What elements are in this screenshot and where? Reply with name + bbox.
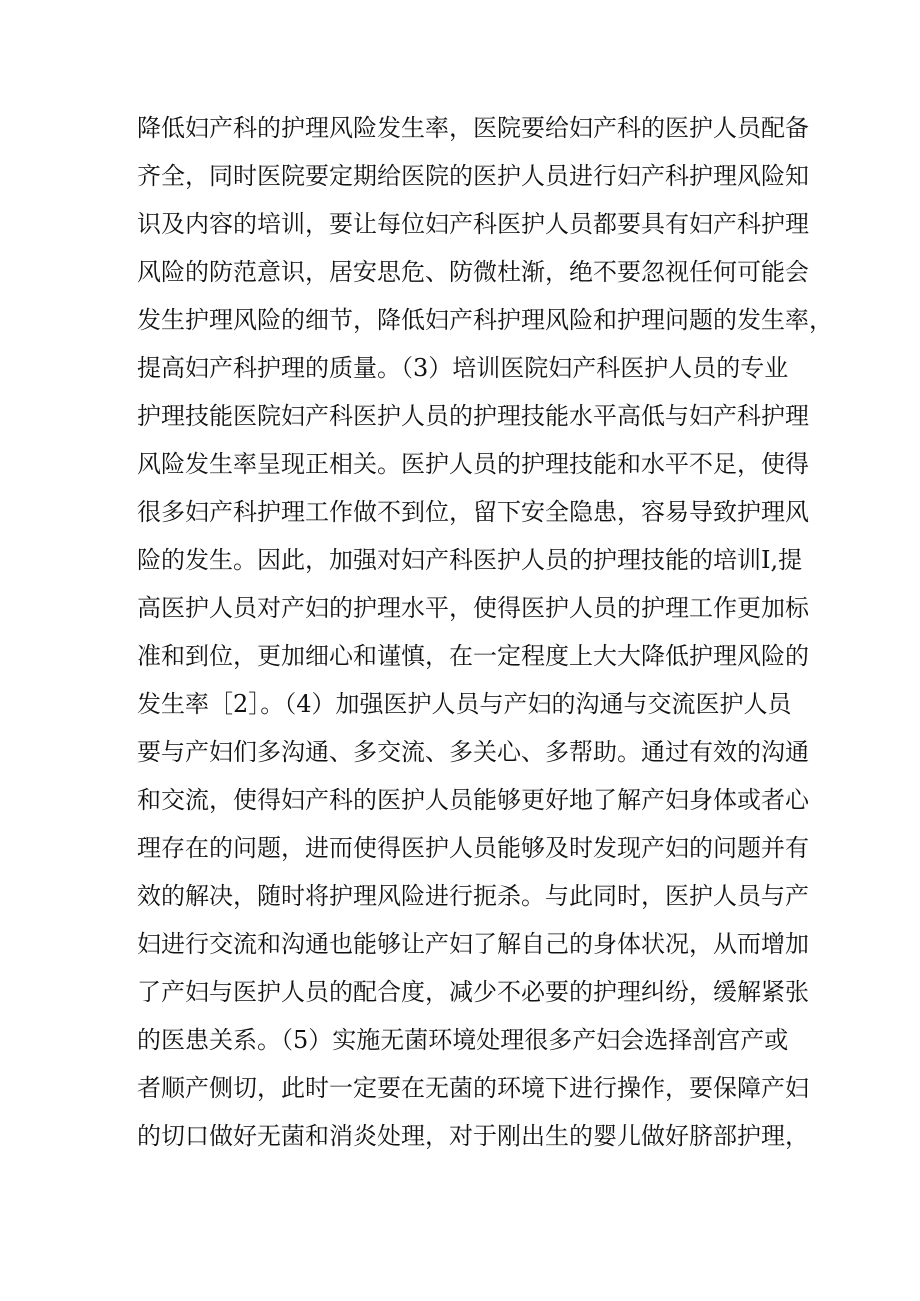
text-line: 齐全，同时医院要定期给医院的医护人员进行妇产科护理风险知 bbox=[137, 162, 809, 190]
text-line: 风险的防范意识，居安思危、防微杜渐，绝不要忽视任何可能会 bbox=[137, 258, 809, 286]
text-line: 风险发生率呈现正相关。医护人员的护理技能和水平不足，使得 bbox=[137, 450, 809, 478]
text-line: 和交流，使得妇产科的医护人员能够更好地了解产妇身体或者心 bbox=[137, 786, 809, 814]
text-line: 要与产妇们多沟通、多交流、多关心、多帮助。通过有效的沟通 bbox=[137, 738, 809, 766]
text-line: 妇进行交流和沟通也能够让产妇了解自己的身体状况，从而增加 bbox=[137, 930, 809, 958]
text-line: 准和到位，更加细心和谨慎，在一定程度上大大降低护理风险的 bbox=[137, 642, 809, 670]
text-line: 识及内容的培训，要让每位妇产科医护人员都要具有妇产科护理 bbox=[137, 210, 809, 238]
text-line: 险的发生。因此，加强对妇产科医护人员的护理技能的培训I,提 bbox=[137, 546, 803, 574]
text-line: 提高妇产科护理的质量。（3）培训医院妇产科医护人员的专业 bbox=[137, 354, 789, 382]
text-line: 的切口做好无菌和消炎处理，对于刚出生的婴儿做好脐部护理， bbox=[137, 1122, 809, 1150]
text-line: 的医患关系。（5）实施无菌环境处理很多产妇会选择剖宫产或 bbox=[137, 1026, 789, 1054]
text-line: 发生护理风险的细节，降低妇产科护理风险和护理问题的发生率， bbox=[137, 306, 833, 334]
text-line: 降低妇产科的护理风险发生率，医院要给妇产科的医护人员配备 bbox=[137, 114, 809, 142]
text-line: 发生率［2］。（4）加强医护人员与产妇的沟通与交流医护人员 bbox=[137, 690, 792, 718]
text-line: 效的解决，随时将护理风险进行扼杀。与此同时，医护人员与产 bbox=[137, 882, 809, 910]
text-line: 护理技能医院妇产科医护人员的护理技能水平高低与妇产科护理 bbox=[137, 402, 809, 430]
text-line: 理存在的问题，进而使得医护人员能够及时发现产妇的问题并有 bbox=[137, 834, 809, 862]
text-line: 者顺产侧切，此时一定要在无菌的环境下进行操作，要保障产妇 bbox=[137, 1074, 809, 1102]
text-line: 很多妇产科护理工作做不到位，留下安全隐患，容易导致护理风 bbox=[137, 498, 809, 526]
body-text bbox=[137, 104, 837, 1160]
text-line: 了产妇与医护人员的配合度，减少不必要的护理纠纷，缓解紧张 bbox=[137, 978, 809, 1006]
text-line: 高医护人员对产妇的护理水平，使得医护人员的护理工作更加标 bbox=[137, 594, 809, 622]
